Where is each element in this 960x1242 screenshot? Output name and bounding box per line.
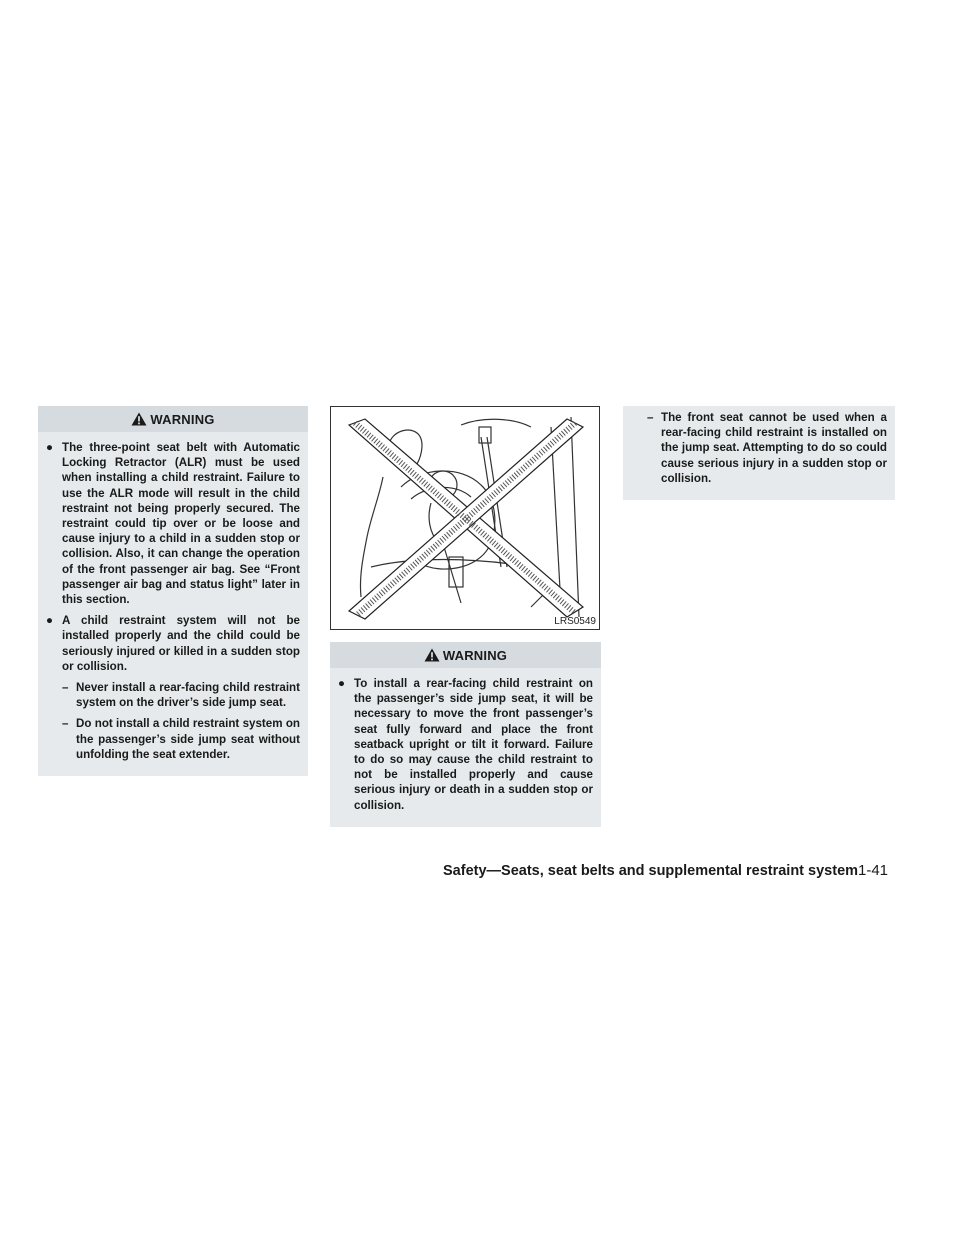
warning-title: WARNING	[442, 647, 508, 663]
warning-header	[38, 406, 308, 432]
warning-dash-item	[631, 410, 887, 486]
right-column	[623, 406, 895, 500]
warning-body-continued	[623, 406, 895, 500]
middle-column	[330, 406, 601, 827]
figure-code: LRS0549	[554, 616, 596, 627]
warning-dash-item	[46, 680, 300, 710]
dash-mark: –	[62, 681, 69, 695]
warning-body	[38, 432, 308, 776]
warning-header	[330, 642, 601, 668]
warning-bullet	[338, 676, 593, 813]
page-number: 1-41	[858, 862, 889, 879]
dash-text: The front seat cannot be used when a rear-facing child restraint is installed on the jump seat. Attempting to do so could cause serious injury in a sudden stop or collision.	[661, 411, 887, 485]
dash-text: Do not install a child restraint system on the passenger’s side jump seat without unfolding the seat extender.	[76, 717, 300, 761]
warning-dash-item	[46, 716, 300, 762]
warning-triangle-icon	[424, 648, 440, 662]
warning-triangle-icon	[131, 412, 147, 426]
warning-bullet	[46, 440, 300, 607]
dash-mark: –	[647, 411, 654, 424]
bullet-text: A child restraint system will not be installed properly and the child could be seriously injured or killed in a sudden stop or collision.	[62, 614, 300, 673]
warning-body	[330, 668, 601, 827]
jump-seat-illustration	[331, 407, 600, 630]
warning-title: WARNING	[150, 411, 215, 427]
bullet-icon: ●	[338, 677, 346, 690]
bullet-icon: ●	[46, 441, 54, 454]
prohibited-cross-icon	[349, 419, 583, 619]
warning-bullet	[46, 613, 300, 674]
bullet-text: The three-point seat belt with Automatic Locking Retractor (ALR) must be used when installing a child restraint. Failure to use the ALR mode will result in the child restraint not being properly secured. The restraint could tip over or be loose and cause injury to a child in a sudden stop or collision. Also, it can change the operation of the front passenger air bag. See “Front passenger air bag and status light” later in this section.	[62, 441, 300, 607]
section-title: Safety—Seats, seat belts and supplemental restraint system	[443, 863, 859, 879]
dash-text: Never install a rear-facing child restraint system on the driver’s side jump seat.	[76, 681, 300, 710]
warning-box-left	[38, 406, 308, 776]
bullet-text: To install a rear-facing child restraint on the passenger’s side jump seat, it will be necessary to move the front passenger’s seat fully forward and place the front seatback upright or tilt it forward. Failure to do so may cause the child restraint to not be installed properly and cause serious injury or death in a sudden stop or collision.	[354, 677, 593, 812]
illustration-figure	[330, 406, 600, 630]
dash-mark: –	[62, 717, 69, 731]
bullet-icon: ●	[46, 614, 54, 628]
